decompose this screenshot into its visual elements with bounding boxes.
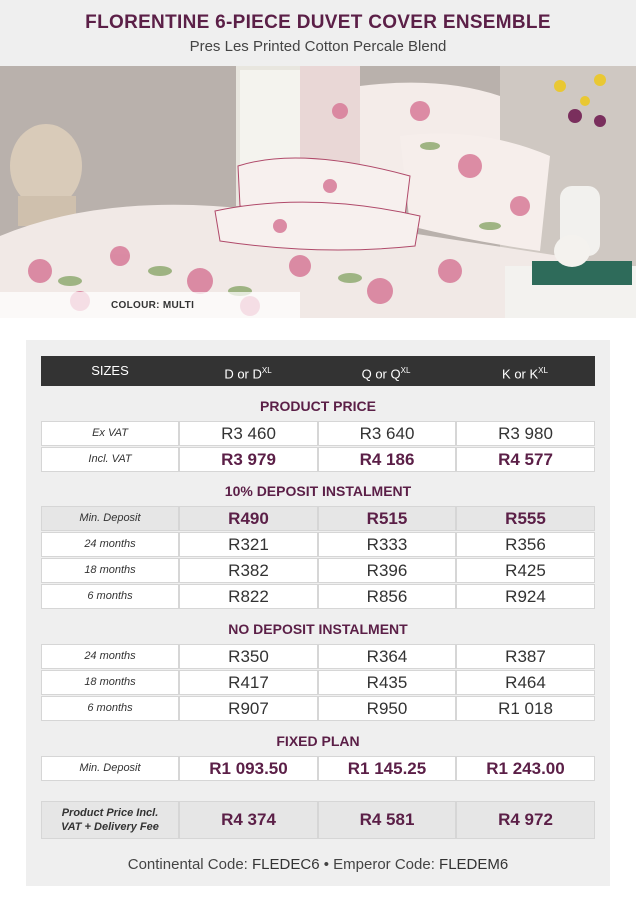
size-sup: XL [400, 366, 411, 375]
size-base: D or D [224, 366, 262, 382]
price-cell [456, 801, 595, 839]
row-label: 24 months [84, 538, 136, 550]
price-value: R417 [228, 673, 269, 692]
price-value: R356 [505, 535, 546, 554]
price-cell [318, 696, 456, 721]
price-value: R3 979 [221, 450, 276, 469]
price-value: R435 [366, 673, 408, 692]
row-label: Ex VAT [92, 427, 128, 439]
price-value: R350 [228, 647, 269, 666]
product-codes [26, 856, 610, 873]
price-value: R333 [366, 535, 408, 554]
row-label-cell [41, 670, 179, 695]
row-label-cell [41, 532, 179, 557]
section-fixed-plan: FIXED PLAN [276, 733, 360, 749]
colour-label: COLOUR: MULTI [111, 300, 195, 311]
price-cell [456, 644, 595, 669]
price-value: R382 [228, 561, 269, 580]
price-value: R321 [228, 535, 269, 554]
price-value: R387 [505, 647, 546, 666]
row-label: 18 months [84, 564, 136, 576]
price-cell [456, 506, 595, 531]
price-cell [456, 421, 595, 446]
product-photo [0, 66, 636, 318]
section-deposit-instalment: 10% DEPOSIT INSTALMENT [224, 483, 412, 499]
price-cell [456, 558, 595, 583]
price-value: R396 [366, 561, 408, 580]
price-value: R3 640 [359, 424, 415, 443]
price-cell [318, 756, 456, 781]
total-label-line2: VAT + Delivery Fee [61, 821, 159, 833]
price-cell [179, 447, 318, 472]
size-column-double [179, 356, 317, 386]
price-cell [179, 558, 318, 583]
row-label-cell [41, 584, 179, 609]
colour-tag [0, 292, 300, 318]
size-sup: XL [538, 366, 548, 375]
price-cell [456, 756, 595, 781]
price-cell [456, 696, 595, 721]
price-value: R515 [366, 509, 408, 528]
row-label: 24 months [84, 650, 136, 662]
product-header [0, 0, 636, 66]
price-cell [179, 644, 318, 669]
sizes-label: SIZES [91, 363, 129, 378]
row-label-cell [41, 756, 179, 781]
price-value: R1 018 [498, 699, 553, 718]
price-value: R425 [505, 561, 546, 580]
price-value: R555 [505, 509, 546, 528]
product-subtitle: Pres Les Printed Cotton Percale Blend [189, 38, 447, 55]
price-value: R907 [228, 699, 269, 718]
row-label: 18 months [84, 676, 136, 688]
row-label: Incl. VAT [88, 453, 132, 465]
price-cell [318, 421, 456, 446]
row-label-cell [41, 447, 179, 472]
price-value: R822 [228, 587, 269, 606]
row-label-cell [41, 421, 179, 446]
price-value: R856 [366, 587, 408, 606]
size-column-queen [317, 356, 455, 386]
price-value: R4 186 [359, 450, 415, 469]
price-cell [179, 801, 318, 839]
code-separator: • [323, 856, 329, 873]
total-label-line1: Product Price Incl. [61, 807, 159, 819]
total-value: R4 972 [498, 810, 553, 829]
row-label-cell [41, 558, 179, 583]
price-cell [318, 670, 456, 695]
row-label-cell [41, 506, 179, 531]
price-value: R3 460 [221, 424, 276, 443]
price-value: R924 [505, 587, 546, 606]
emperor-code: FLEDEM6 [439, 856, 509, 873]
price-cell [318, 584, 456, 609]
price-cell [318, 506, 456, 531]
price-cell [179, 696, 318, 721]
price-cell [456, 584, 595, 609]
price-cell [179, 506, 318, 531]
price-value: R1 145.25 [347, 759, 427, 778]
continental-code: FLEDEC6 [252, 856, 320, 873]
price-cell [318, 447, 456, 472]
total-value: R4 581 [359, 810, 415, 829]
price-value: R464 [505, 673, 546, 692]
price-value: R1 243.00 [486, 759, 565, 778]
emperor-code-label: Emperor Code: [333, 856, 435, 873]
size-column-king [455, 356, 595, 386]
row-label: Min. Deposit [79, 512, 141, 524]
price-cell [456, 447, 595, 472]
row-label-cell [41, 644, 179, 669]
size-base: K or K [502, 366, 539, 382]
product-title: FLORENTINE 6-PIECE DUVET COVER ENSEMBLE [85, 12, 551, 33]
row-label: 6 months [87, 590, 133, 602]
section-product-price: PRODUCT PRICE [260, 398, 376, 414]
price-value: R3 980 [498, 424, 553, 443]
section-no-deposit-instalment: NO DEPOSIT INSTALMENT [228, 621, 408, 637]
price-cell [318, 801, 456, 839]
price-cell [318, 644, 456, 669]
price-value: R364 [366, 647, 408, 666]
sizes-header-row [41, 356, 595, 386]
price-value: R1 093.50 [209, 759, 288, 778]
size-base: Q or Q [361, 366, 401, 382]
price-cell [456, 670, 595, 695]
price-value: R4 577 [498, 450, 553, 469]
price-cell [318, 532, 456, 557]
price-cell [179, 532, 318, 557]
price-cell [318, 558, 456, 583]
price-cell [179, 421, 318, 446]
row-label: Min. Deposit [79, 762, 141, 774]
price-cell [179, 756, 318, 781]
continental-code-label: Continental Code: [127, 856, 248, 873]
price-value: R950 [366, 699, 408, 718]
price-cell [179, 584, 318, 609]
total-value: R4 374 [221, 810, 276, 829]
row-label-cell [41, 801, 179, 839]
price-cell [179, 670, 318, 695]
row-label: 6 months [87, 702, 133, 714]
price-cell [456, 532, 595, 557]
bedroom-illustration [0, 66, 636, 318]
size-sup: XL [261, 366, 272, 375]
price-value: R490 [228, 509, 269, 528]
row-label-cell [41, 696, 179, 721]
